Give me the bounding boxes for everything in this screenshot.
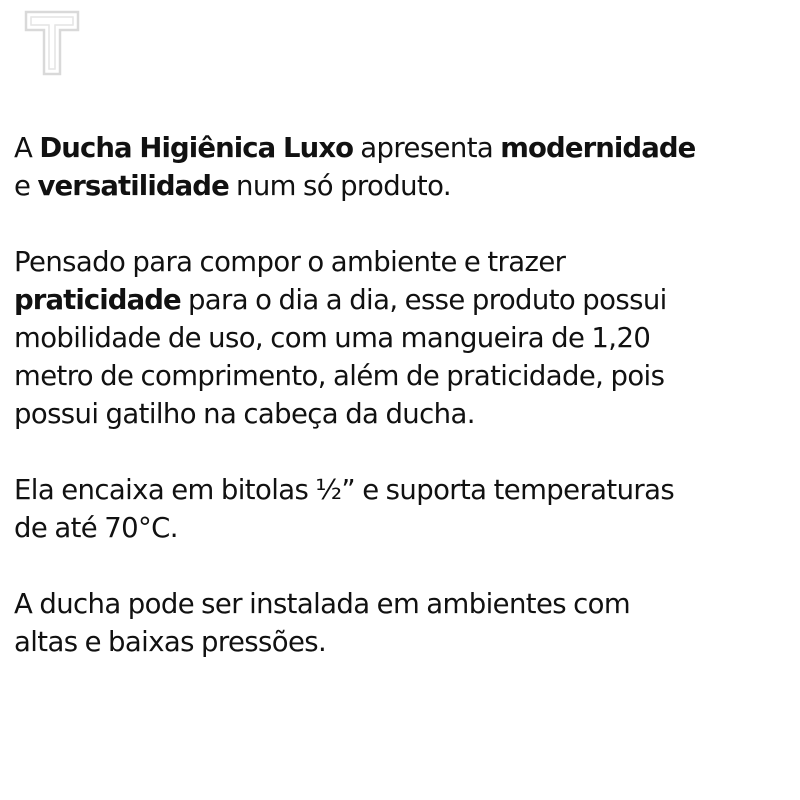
paragraph-line (14, 509, 789, 547)
body-text: de até 70°C. (14, 512, 178, 544)
body-text: num só produto. (228, 170, 452, 202)
body-text: e (14, 170, 38, 202)
paragraph-line (14, 281, 789, 319)
highlighted-text: versatilidade (37, 170, 229, 202)
paragraph-line (14, 585, 789, 623)
body-text: Ela encaixa em bitolas ½” e suporta temperaturas (14, 474, 675, 506)
product-description (14, 129, 789, 699)
body-text: para o dia a dia, esse produto possui (180, 284, 667, 316)
paragraph-line (14, 243, 789, 281)
paragraph-line (14, 623, 789, 661)
highlighted-text: praticidade (14, 284, 181, 316)
highlighted-text: modernidade (500, 132, 696, 164)
body-text: possui gatilho na cabeça da ducha. (14, 398, 475, 430)
paragraph-line (14, 471, 789, 509)
body-text: metro de comprimento, além de praticidade, pois (14, 360, 665, 392)
description-paragraph (14, 243, 789, 433)
paragraph-line (14, 357, 789, 395)
body-text: A ducha pode ser instalada em ambientes com (14, 588, 631, 620)
highlighted-text: Ducha Higiênica Luxo (39, 132, 354, 164)
body-text: apresenta (353, 132, 501, 164)
paragraph-line (14, 395, 789, 433)
description-paragraph (14, 585, 789, 661)
body-text: Pensado para compor o ambiente e trazer (14, 246, 566, 278)
paragraph-line (14, 319, 789, 357)
paragraph-line (14, 129, 789, 167)
description-paragraph (14, 129, 789, 205)
brand-logo-icon (22, 8, 82, 78)
paragraph-line (14, 167, 789, 205)
body-text: mobilidade de uso, com uma mangueira de 1,20 (14, 322, 651, 354)
description-paragraph (14, 471, 789, 547)
body-text: altas e baixas pressões. (14, 626, 327, 658)
body-text: A (14, 132, 40, 164)
